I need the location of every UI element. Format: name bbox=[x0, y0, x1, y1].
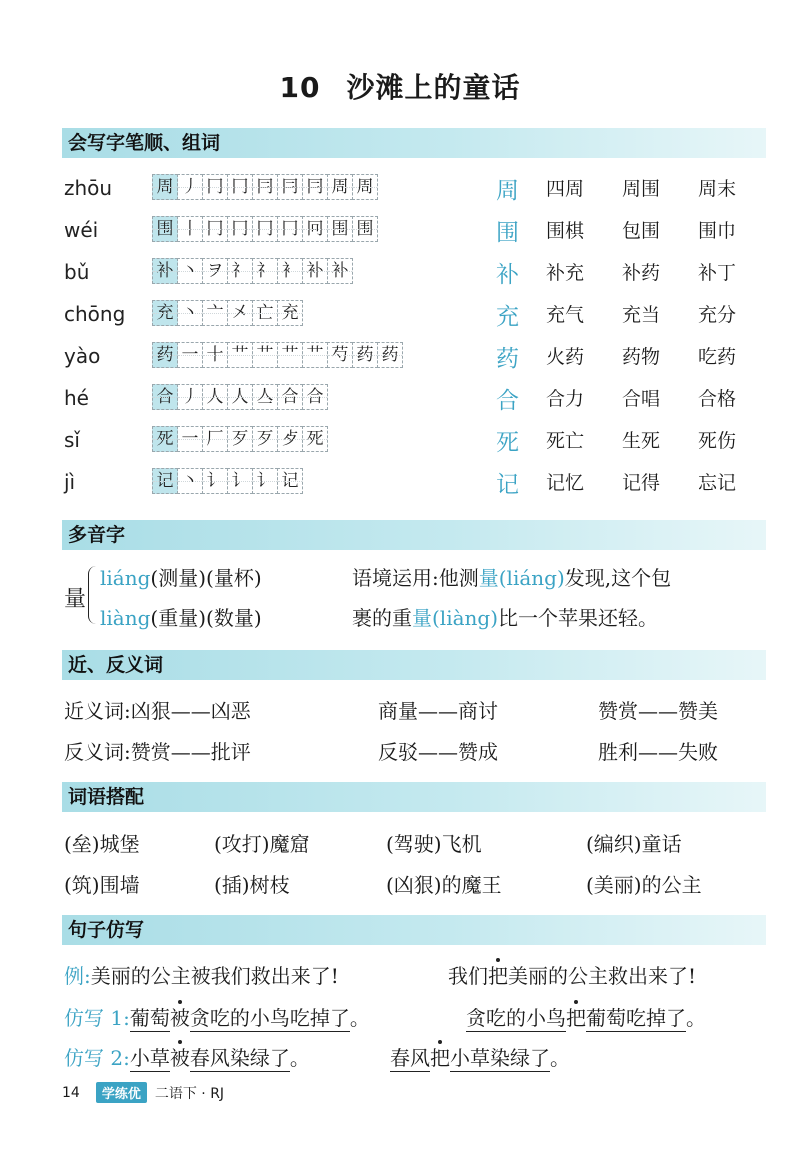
stroke-cell: 亼 bbox=[252, 384, 278, 410]
stroke-order bbox=[152, 342, 402, 368]
char-row bbox=[0, 296, 800, 336]
collocation-7: (凶狠)的魔王 bbox=[386, 873, 502, 897]
grade-label: 二语下 · RJ bbox=[154, 1085, 225, 1102]
stroke-cell: 讠 bbox=[227, 468, 253, 494]
stroke-cell: 记 bbox=[152, 468, 178, 494]
stroke-cell: 讠 bbox=[252, 468, 278, 494]
stroke-cell: 丶 bbox=[177, 258, 203, 284]
stroke-cell: 死 bbox=[152, 426, 178, 452]
stroke-cell: 㐅 bbox=[227, 300, 253, 326]
stroke-cell: 厂 bbox=[202, 426, 228, 452]
page-footer bbox=[62, 1082, 224, 1103]
char-row bbox=[0, 380, 800, 420]
stroke-cell: 人 bbox=[202, 384, 228, 410]
stroke-cell: 冂 bbox=[227, 174, 253, 200]
pinyin: jì bbox=[64, 470, 76, 494]
stroke-order bbox=[152, 300, 302, 326]
collocation-3: (驾驶)飞机 bbox=[386, 832, 482, 856]
word-list bbox=[546, 384, 774, 411]
polyphone-line-1: liáng(测量)(量杯) bbox=[100, 566, 262, 590]
context-line-2: 裹的重量(liàng)比一个苹果还轻。 bbox=[352, 606, 659, 630]
collocation-2: (攻打)魔窟 bbox=[214, 832, 310, 856]
stroke-cell: 周 bbox=[327, 174, 353, 200]
stroke-cell: 补 bbox=[327, 258, 353, 284]
lesson-title: 沙滩上的童话 bbox=[346, 71, 521, 104]
stroke-cell: 礻 bbox=[227, 258, 253, 284]
page-title bbox=[0, 66, 800, 106]
word-list bbox=[546, 300, 774, 327]
stroke-order bbox=[152, 468, 302, 494]
stroke-cell: 歹 bbox=[227, 426, 253, 452]
collocation-4: (编织)童话 bbox=[586, 832, 682, 856]
lesson-number: 10 bbox=[279, 71, 321, 104]
section-header-synant: 近、反义词 bbox=[62, 650, 766, 680]
word: 充气 bbox=[546, 304, 585, 326]
stroke-cell: 人 bbox=[227, 384, 253, 410]
char-row bbox=[0, 212, 800, 252]
section-header-collocation: 词语搭配 bbox=[62, 782, 766, 812]
context-line-1: 语境运用:他测量(liáng)发现,这个包 bbox=[352, 566, 672, 590]
stroke-cell: 歹 bbox=[252, 426, 278, 452]
stroke-order bbox=[152, 258, 352, 284]
collocation-5: (筑)围墙 bbox=[64, 873, 140, 897]
stroke-cell: 补 bbox=[302, 258, 328, 284]
stroke-cell: 周 bbox=[352, 174, 378, 200]
pinyin: yào bbox=[64, 344, 101, 368]
char-row bbox=[0, 422, 800, 462]
word-list bbox=[546, 258, 774, 285]
imitation-2b: 春风把小草染绿了。 bbox=[390, 1046, 570, 1070]
synonym-3: 赞赏——赞美 bbox=[598, 699, 718, 723]
char-row bbox=[0, 254, 800, 294]
section-header-imitation: 句子仿写 bbox=[62, 915, 766, 945]
section-header-polyphone: 多音字 bbox=[62, 520, 766, 550]
word: 补丁 bbox=[698, 262, 737, 284]
stroke-cell: 合 bbox=[302, 384, 328, 410]
antonym-3: 胜利——失败 bbox=[598, 740, 718, 764]
imitation-1a: 仿写 1:葡萄被贪吃的小鸟吃掉了。 bbox=[64, 1006, 370, 1030]
stroke-order bbox=[152, 216, 377, 242]
stroke-cell: 冂 bbox=[277, 216, 303, 242]
word: 周围 bbox=[622, 178, 661, 200]
stroke-cell: 艹 bbox=[302, 342, 328, 368]
brand-badge: 学练优 bbox=[96, 1082, 147, 1103]
page-number: 14 bbox=[62, 1084, 80, 1101]
target-char: 记 bbox=[496, 472, 519, 498]
antonym-2: 反驳——赞成 bbox=[378, 740, 498, 764]
word: 周末 bbox=[698, 178, 737, 200]
pinyin: hé bbox=[64, 386, 89, 410]
target-char: 死 bbox=[496, 430, 519, 456]
antonym-1: 反义词:赞赏——批评 bbox=[64, 740, 251, 764]
word: 合唱 bbox=[622, 388, 661, 410]
pinyin: zhōu bbox=[64, 176, 113, 200]
stroke-cell: 丿 bbox=[177, 384, 203, 410]
collocation-1: (垒)城堡 bbox=[64, 832, 140, 856]
stroke-cell: ヲ bbox=[202, 258, 228, 284]
char-row bbox=[0, 170, 800, 210]
section-header-writing: 会写字笔顺、组词 bbox=[62, 128, 766, 158]
stroke-cell: 冋 bbox=[302, 216, 328, 242]
word-list bbox=[546, 426, 774, 453]
word: 围棋 bbox=[546, 220, 585, 242]
stroke-order bbox=[152, 384, 327, 410]
stroke-cell: 补 bbox=[152, 258, 178, 284]
stroke-cell: 艹 bbox=[227, 342, 253, 368]
synonym-1: 近义词:凶狠——凶恶 bbox=[64, 699, 251, 723]
word: 补药 bbox=[622, 262, 661, 284]
target-char: 周 bbox=[496, 178, 519, 204]
brace bbox=[88, 566, 97, 624]
stroke-cell: 死 bbox=[302, 426, 328, 452]
stroke-cell: 围 bbox=[152, 216, 178, 242]
stroke-cell: 丨 bbox=[177, 216, 203, 242]
target-char: 充 bbox=[496, 304, 519, 330]
word: 围巾 bbox=[698, 220, 737, 242]
pinyin: chōng bbox=[64, 302, 126, 326]
polyphone-char: 量 bbox=[64, 587, 87, 612]
word: 包围 bbox=[622, 220, 661, 242]
stroke-cell: 合 bbox=[152, 384, 178, 410]
stroke-cell: 衤 bbox=[277, 258, 303, 284]
stroke-cell: 冂 bbox=[252, 216, 278, 242]
word-list bbox=[546, 468, 774, 495]
stroke-cell: 周 bbox=[152, 174, 178, 200]
stroke-cell: 丶 bbox=[177, 300, 203, 326]
stroke-cell: 围 bbox=[327, 216, 353, 242]
word: 补充 bbox=[546, 262, 585, 284]
stroke-cell: 一 bbox=[177, 342, 203, 368]
word: 吃药 bbox=[698, 346, 737, 368]
stroke-order bbox=[152, 426, 327, 452]
polyphone-line-2: liàng(重量)(数量) bbox=[100, 606, 262, 630]
target-char: 围 bbox=[496, 220, 519, 246]
word-list bbox=[546, 342, 774, 369]
word: 充分 bbox=[698, 304, 737, 326]
target-char: 补 bbox=[496, 262, 519, 288]
stroke-cell: 冃 bbox=[252, 174, 278, 200]
stroke-cell: 冂 bbox=[227, 216, 253, 242]
stroke-cell: 充 bbox=[277, 300, 303, 326]
word: 死亡 bbox=[546, 430, 585, 452]
word: 药物 bbox=[622, 346, 661, 368]
stroke-cell: 丿 bbox=[177, 174, 203, 200]
stroke-cell: 礻 bbox=[252, 258, 278, 284]
synonym-2: 商量——商讨 bbox=[378, 699, 498, 723]
stroke-order bbox=[152, 174, 377, 200]
word-list bbox=[546, 174, 774, 201]
pinyin: wéi bbox=[64, 218, 99, 242]
stroke-cell: 冃 bbox=[302, 174, 328, 200]
stroke-cell: 十 bbox=[202, 342, 228, 368]
word: 充当 bbox=[622, 304, 661, 326]
stroke-cell: 讠 bbox=[202, 468, 228, 494]
stroke-cell: 一 bbox=[177, 426, 203, 452]
example-rewrite: 我们把美丽的公主救出来了! bbox=[448, 964, 697, 988]
word-list bbox=[546, 216, 774, 243]
stroke-cell: 芍 bbox=[327, 342, 353, 368]
stroke-cell: 亠 bbox=[202, 300, 228, 326]
word: 火药 bbox=[546, 346, 585, 368]
imitation-1b: 贪吃的小鸟把葡萄吃掉了。 bbox=[466, 1006, 706, 1030]
collocation-6: (插)树枝 bbox=[214, 873, 290, 897]
stroke-cell: 亡 bbox=[252, 300, 278, 326]
stroke-cell: 冃 bbox=[277, 174, 303, 200]
stroke-cell: 艹 bbox=[252, 342, 278, 368]
stroke-cell: 充 bbox=[152, 300, 178, 326]
char-row bbox=[0, 464, 800, 504]
word: 生死 bbox=[622, 430, 661, 452]
word: 记得 bbox=[622, 472, 661, 494]
stroke-cell: 围 bbox=[352, 216, 378, 242]
word: 记忆 bbox=[546, 472, 585, 494]
word: 忘记 bbox=[698, 472, 737, 494]
word: 四周 bbox=[546, 178, 585, 200]
stroke-cell: 冂 bbox=[202, 174, 228, 200]
stroke-cell: 丶 bbox=[177, 468, 203, 494]
example-sentence: 例:美丽的公主被我们救出来了! bbox=[64, 964, 339, 988]
stroke-cell: 歺 bbox=[277, 426, 303, 452]
char-row bbox=[0, 338, 800, 378]
pinyin: bǔ bbox=[64, 260, 90, 284]
pinyin: sǐ bbox=[64, 428, 80, 452]
word: 合格 bbox=[698, 388, 737, 410]
stroke-cell: 药 bbox=[352, 342, 378, 368]
target-char: 合 bbox=[496, 388, 519, 414]
stroke-cell: 合 bbox=[277, 384, 303, 410]
stroke-cell: 药 bbox=[377, 342, 403, 368]
collocation-8: (美丽)的公主 bbox=[586, 873, 702, 897]
stroke-cell: 记 bbox=[277, 468, 303, 494]
word: 死伤 bbox=[698, 430, 737, 452]
stroke-cell: 艹 bbox=[277, 342, 303, 368]
imitation-2a: 仿写 2:小草被春风染绿了。 bbox=[64, 1046, 310, 1070]
stroke-cell: 药 bbox=[152, 342, 178, 368]
stroke-cell: 冂 bbox=[202, 216, 228, 242]
word: 合力 bbox=[546, 388, 585, 410]
target-char: 药 bbox=[496, 346, 519, 372]
